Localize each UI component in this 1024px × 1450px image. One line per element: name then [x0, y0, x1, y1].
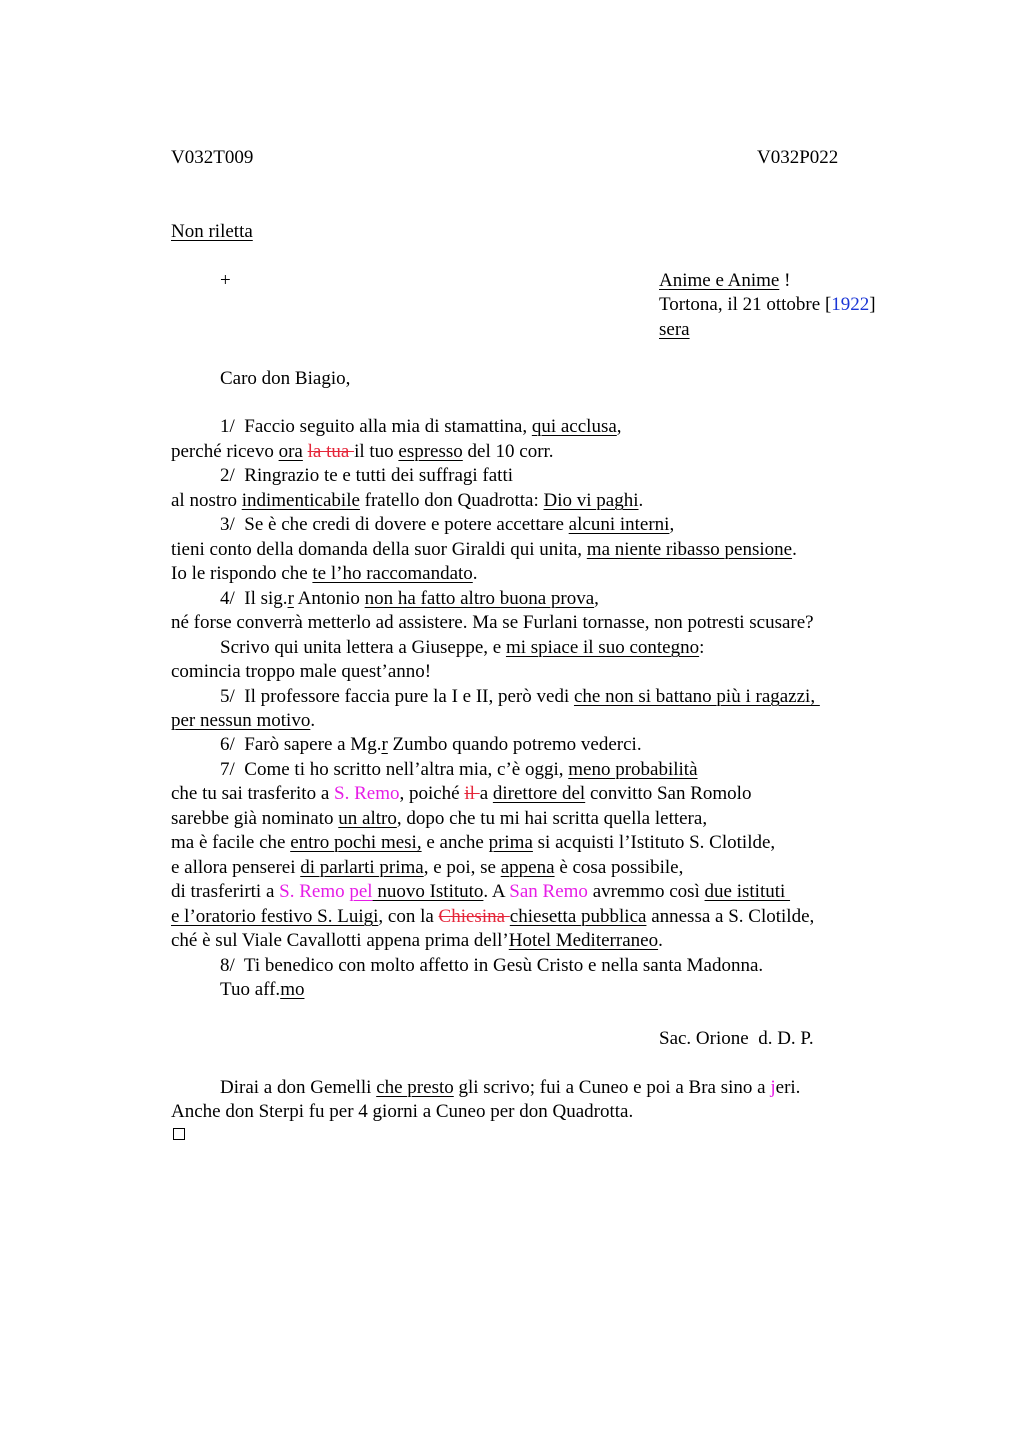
signature: Sac. Orione d. D. P. [659, 1028, 814, 1049]
end-square-icon [173, 1128, 185, 1140]
body-line: né forse converrà metterlo ad assistere. Ma se Furlani tornasse, non potresti scusare? [171, 612, 814, 633]
postscript-line: Dirai a don Gemelli che presto gli scrivo; fui a Cuneo e poi a Bra sino a jeri. [220, 1077, 801, 1098]
body-line: di trasferirti a S. Remo pel nuovo Istituto. A San Remo avremmo così due istituti [171, 881, 791, 902]
body-line: al nostro indimenticabile fratello don Quadrotta: Dio vi paghi. [171, 490, 644, 511]
motto-mark: ! [779, 270, 791, 291]
body-line: che tu sai trasferito a S. Remo, poiché il a direttore del convitto San Romolo [171, 783, 752, 804]
time-of-day: sera [659, 319, 690, 340]
document-code-left: V032T009 [171, 147, 254, 168]
status-note: Non riletta [171, 221, 253, 242]
body-line: 8/ Ti benedico con molto affetto in Gesù Cristo e nella santa Madonna. [220, 955, 764, 976]
body-line: e allora penserei di parlarti prima, e poi, se appena è cosa possibile, [171, 857, 684, 878]
body-line: Io le rispondo che te l’ho raccomandato. [171, 563, 478, 584]
salutation: Caro don Biagio, [220, 368, 351, 389]
body-line: perché ricevo ora la tua il tuo espresso del 10 corr. [171, 441, 554, 462]
body-line: 3/ Se è che credi di dovere e potere accettare alcuni interni, [220, 514, 675, 535]
body-line: 6/ Farò sapere a Mg.r Zumbo quando potremo vederci. [220, 734, 642, 755]
body-line: 2/ Ringrazio te e tutti dei suffragi fatti [220, 465, 514, 486]
place-date: Tortona, il 21 ottobre [1922] [659, 294, 876, 315]
postscript-line: Anche don Sterpi fu per 4 giorni a Cuneo per don Quadrotta. [171, 1101, 634, 1122]
deleted-text: la tua [307, 441, 355, 462]
body-line: 4/ Il sig.r Antonio non ha fatto altro buona prova, [220, 588, 599, 609]
body-line: Scrivo qui unita lettera a Giuseppe, e mi spiace il suo contegno: [220, 637, 705, 658]
body-line: sarebbe già nominato un altro, dopo che tu mi hai scritta quella lettera, [171, 808, 708, 829]
deleted-text: il [464, 783, 480, 804]
body-line: ché è sul Viale Cavallotti appena prima dell’Hotel Mediterraneo. [171, 930, 663, 951]
body-line: 5/ Il professore faccia pure la I e II, però vedi che non si battano più i ragazzi, [220, 686, 820, 707]
deleted-text: Chiesina [438, 906, 510, 927]
body-line: tieni conto della domanda della suor Giraldi qui unita, ma niente ribasso pensione. [171, 539, 797, 560]
body-line: per nessun motivo. [171, 710, 316, 731]
body-line: 7/ Come ti ho scritto nell’altra mia, c’è oggi, meno probabilità [220, 759, 698, 780]
body-line: e l’oratorio festivo S. Luigi, con la Chiesina chiesetta pubblica annessa a S. Clotilde, [171, 906, 815, 927]
closing: Tuo aff.mo [220, 979, 305, 1000]
body-line: comincia troppo male quest’anno! [171, 661, 432, 682]
motto: Anime e Anime [659, 270, 780, 291]
cross-mark: + [220, 270, 231, 291]
editorial-year: 1922 [831, 294, 870, 315]
document-code-right: V032P022 [757, 147, 839, 168]
body-line: ma è facile che entro pochi mesi, e anche prima si acquisti l’Istituto S. Clotilde, [171, 832, 776, 853]
motto-line [659, 269, 790, 294]
body-line: 1/ Faccio seguito alla mia di stamattina, qui acclusa, [220, 416, 622, 437]
